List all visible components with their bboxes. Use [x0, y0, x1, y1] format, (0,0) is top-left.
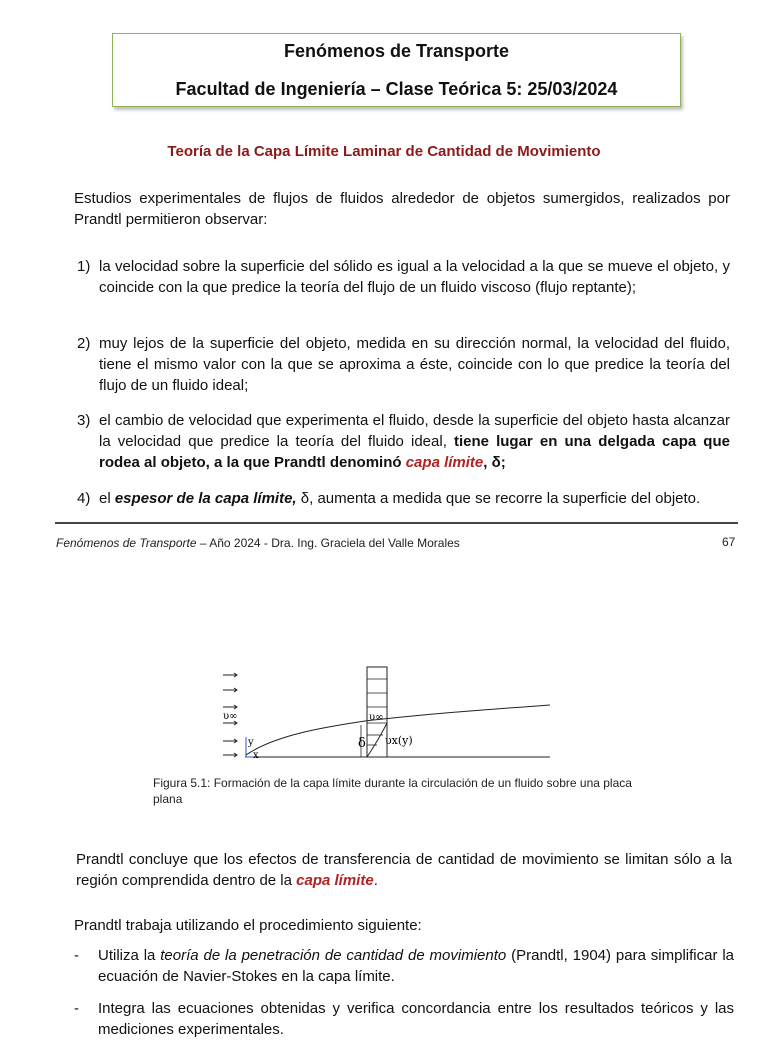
footer-author: – Año 2024 - Dra. Ing. Graciela del Valle Morales [196, 536, 460, 550]
footer [56, 536, 460, 550]
term-capa-limite: capa límite [405, 454, 484, 471]
course-title: Fenómenos de Transporte [283, 41, 510, 61]
bullet-text: Integra las ecuaciones obtenidas y verifica concordancia entre los resultados teóricos y las mediciones experimentales. [98, 1000, 734, 1038]
conclusion-text: Prandtl concluye que los efectos de transferencia de cantidad de movimiento se limitan sólo a la región comprendida dentro de la [76, 851, 732, 889]
conclusion-paragraph [76, 849, 732, 891]
boundary-layer-figure [215, 665, 555, 765]
item-text-tail: δ, aumenta a medida que se recorre la superficie del objeto. [296, 490, 701, 507]
footer-course: Fenómenos de Transporte [56, 536, 197, 550]
list-item [74, 998, 734, 1040]
section-title: Teoría de la Capa Límite Laminar de Cantidad de Movimiento [167, 143, 601, 160]
item-text [99, 410, 730, 473]
label-u-inf-box: υ∞ [369, 712, 384, 723]
list-item [74, 256, 730, 298]
class-title: Facultad de Ingeniería – Clase Teórica 5: 25/03/2024 [175, 79, 618, 99]
item-text [99, 488, 730, 509]
page-number: 67 [722, 535, 736, 549]
figure-caption: Figura 5.1: Formación de la capa límite durante la circulación de un fluido sobre una placa plana [153, 776, 632, 806]
velocity-profile [367, 723, 387, 757]
item-number: 1) [77, 258, 91, 275]
item-number: 2) [77, 335, 91, 352]
conclusion-tail: . [373, 872, 378, 889]
bullet-dash: - [74, 947, 79, 964]
item-text-bold: tiene lugar en una delgada capa que rodea al objeto, a la que Prandtl denominó [99, 433, 730, 471]
label-delta: δ [358, 736, 366, 751]
list-item [74, 945, 734, 987]
label-ux: υx(y) [385, 734, 413, 747]
bullet-pre: Utiliza la [98, 947, 161, 964]
item-number: 3) [77, 412, 91, 429]
term-espesor: espesor de la capa límite, [114, 490, 297, 507]
term-capa-limite: capa límite [296, 872, 374, 889]
boundary-layer-edge [246, 705, 550, 755]
item-number: 4) [77, 490, 91, 507]
item-text-plain: el cambio de velocidad que experimenta el fluido, desde la superficie del objeto hasta alcanzar la velocidad que predice la teoría del fluido ideal, [99, 412, 730, 450]
item-text-pre: el [99, 490, 115, 507]
list-item [74, 410, 730, 473]
bullet-text [98, 945, 734, 987]
label-x: x [253, 750, 259, 761]
label-y: y [248, 737, 254, 748]
item-text-tail: , δ; [483, 454, 506, 471]
procedure-intro: Prandtl trabaja utilizando el procedimiento siguiente: [74, 917, 422, 934]
item-text: la velocidad sobre la superficie del sólido es igual a la velocidad a la que se mueve el objeto, y coincide con la que predice la teoría del flujo de un fluido viscoso (flujo reptante); [99, 258, 730, 296]
intro-paragraph: Estudios experimentales de flujos de fluidos alrededor de objetos sumergidos, realizados por Prandtl permitieron observar: [74, 190, 730, 228]
bullet-italic: teoría de la penetración de cantidad de movimiento [160, 947, 507, 964]
list-item [74, 333, 730, 396]
list-item [74, 488, 730, 509]
bullet-tail: (Prandtl, 1904) para simplificar la ecuación de Navier-Stokes en la capa límite. [98, 947, 734, 985]
header-box [112, 33, 681, 107]
item-text: muy lejos de la superficie del objeto, medida en su dirección normal, la velocidad del fluido, tiene el mismo valor con la que se aproxima a éste, coincide con lo que predice la teoría del flujo de un fluido ideal; [99, 335, 730, 394]
bullet-dash: - [74, 1000, 79, 1017]
label-u-inf: υ∞ [223, 711, 238, 722]
footer-divider [55, 522, 738, 524]
